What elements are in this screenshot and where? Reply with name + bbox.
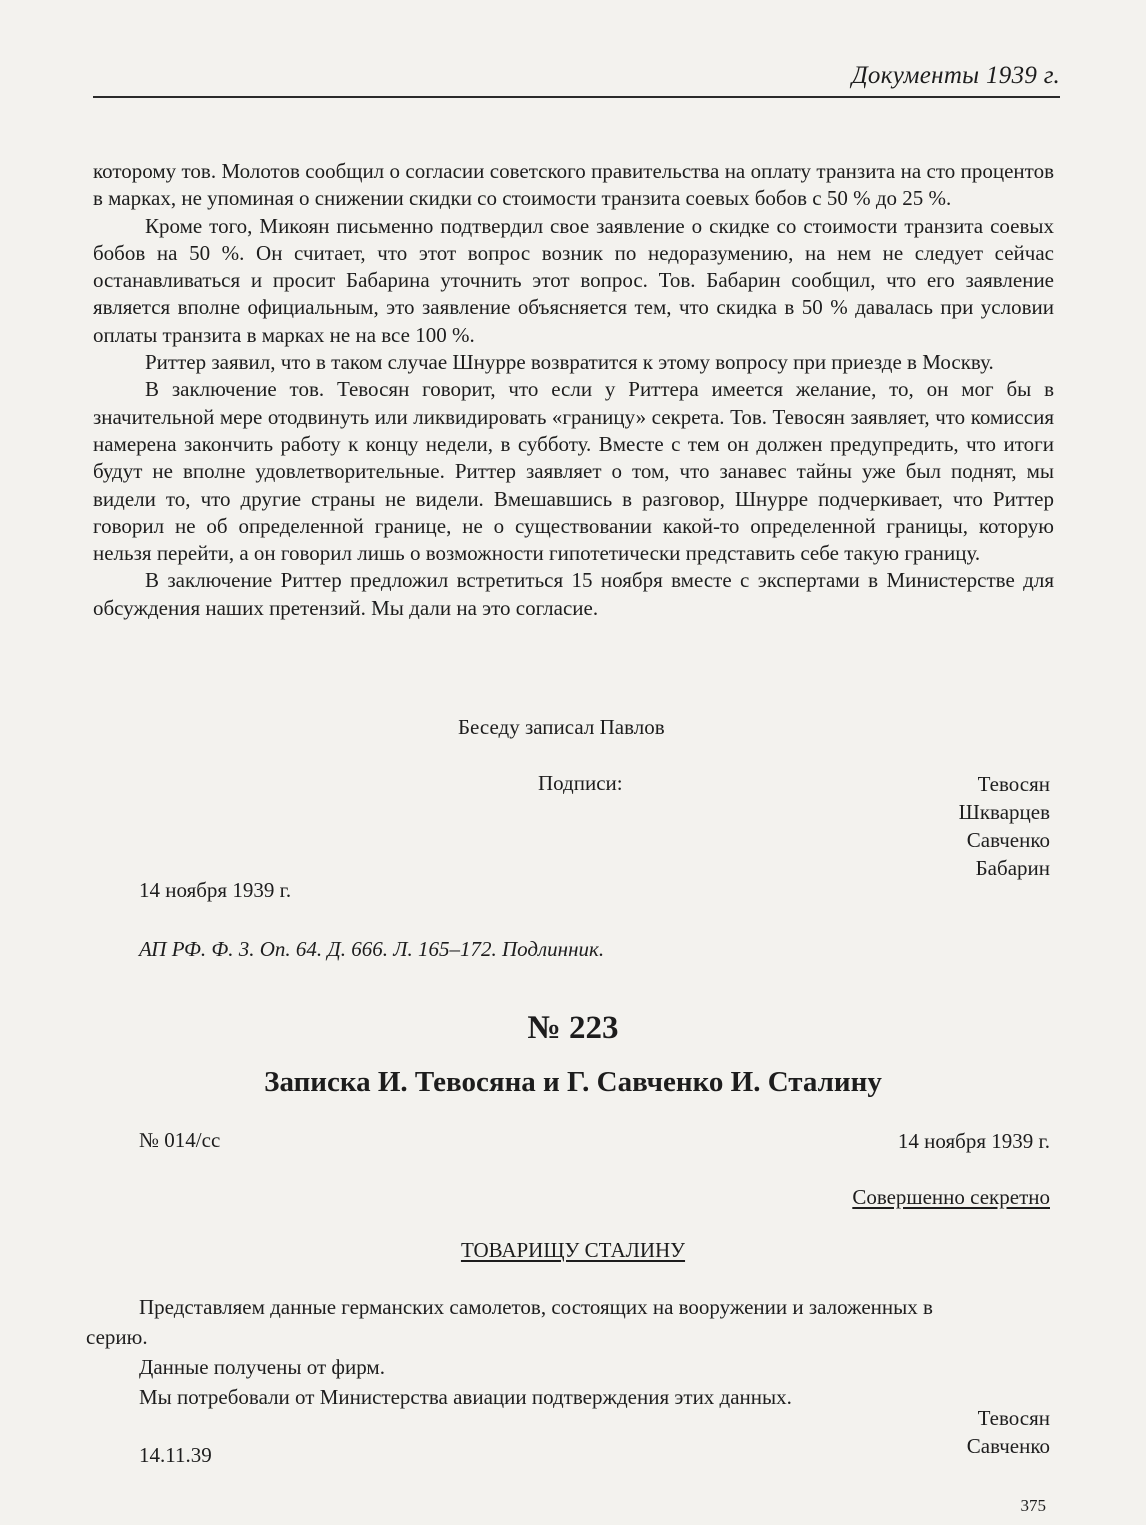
signatory: Тевосян [977,772,1050,796]
memo-short-date: 14.11.39 [139,1443,212,1467]
running-header: Документы 1939 г. [851,62,1060,89]
paragraph: которому тов. Молотов сообщил о согласии советского правительства на оплату транзита на сто процентов в марках, не упоминая о снижении скидки со стоимости транзита соевых бобов с 50 % до 25 %. [93,159,1054,211]
conversation-date: 14 ноября 1939 г. [139,878,292,902]
paragraph: Риттер заявил, что в таком случае Шнурре возвратится к этому вопросу при приезде в Москву. [145,350,994,375]
document-number: № 223 [527,1010,619,1046]
signer: Савченко [966,1434,1050,1458]
memo-line: Представляем данные германских самолетов, состоящих на вооружении и заложенных в [139,1295,933,1319]
paragraph: В заключение Риттер предложил встретиться 15 ноября вместе с экспертами в Министерстве для обсуждения наших претензий. Мы дали на это согласие. [93,568,1054,620]
header-divider [93,96,1060,98]
paragraph: Кроме того, Микоян письменно подтвердил свое заявление о скидке со стоимости транзита соевых бобов на 50 %. Он считает, что этот вопрос возник по недоразумению, на нем не следует сейчас останавливаться и просит Бабарина уточнить этот вопрос. Тов. Бабарин сообщил, что его заявление является вполне официальным, это заявление объясняется тем, что скидка в 50 % давалась при условии оплаты транзита в марках не на все 100 %. [93,213,1054,347]
signatories [959,770,1050,882]
signatory: Бабарин [975,856,1050,880]
document-date: 14 ноября 1939 г. [897,1129,1050,1153]
memo-signers [967,1404,1050,1460]
memo-line: Данные получены от фирм. [139,1355,385,1379]
signatory: Шкварцев [958,800,1050,824]
memo-body [86,1292,1053,1412]
classification-stamp: Совершенно секретно [852,1185,1050,1209]
memo-line: Мы потребовали от Министерства авиации подтверждения этих данных. [139,1385,792,1409]
page-number: 375 [1020,1496,1046,1515]
recorded-by: Беседу записал Павлов [458,715,665,739]
archive-source: АП РФ. Ф. 3. Оп. 64. Д. 666. Л. 165–172. Подлинник. [139,937,605,961]
addressee: ТОВАРИЩУ СТАЛИНУ [460,1238,686,1262]
signer: Тевосян [977,1406,1050,1430]
signatory: Савченко [966,828,1050,852]
signatures-label: Подписи: [538,771,623,795]
paragraph: В заключение тов. Тевосян говорит, что если у Риттера имеется желание, то, он мог бы в значительной мере отодвинуть или ликвидировать «границу» секрета. Тов. Тевосян заявляет, что комиссия намерена закончить работу к концу недели, в субботу. Вместе с тем он должен предупредить, что итоги будут не вполне удовлетворительные. Риттер заявляет о том, что занавес тайны уже был поднят, мы видели то, что другие страны не видели. Вмешавшись в разговор, Шнурре подчеркивает, что Риттер говорил не об определенной границе, не о существовании какой-то определенной границы, которую нельзя перейти, а он говорил лишь о возможности гипотетически представить себе такую границу. [93,377,1054,566]
document-title: Записка И. Тевосяна и Г. Савченко И. Сталину [264,1066,882,1098]
memo-line: серию. [86,1325,148,1349]
document-body [93,158,1054,622]
document-ref: № 014/сс [139,1128,221,1152]
